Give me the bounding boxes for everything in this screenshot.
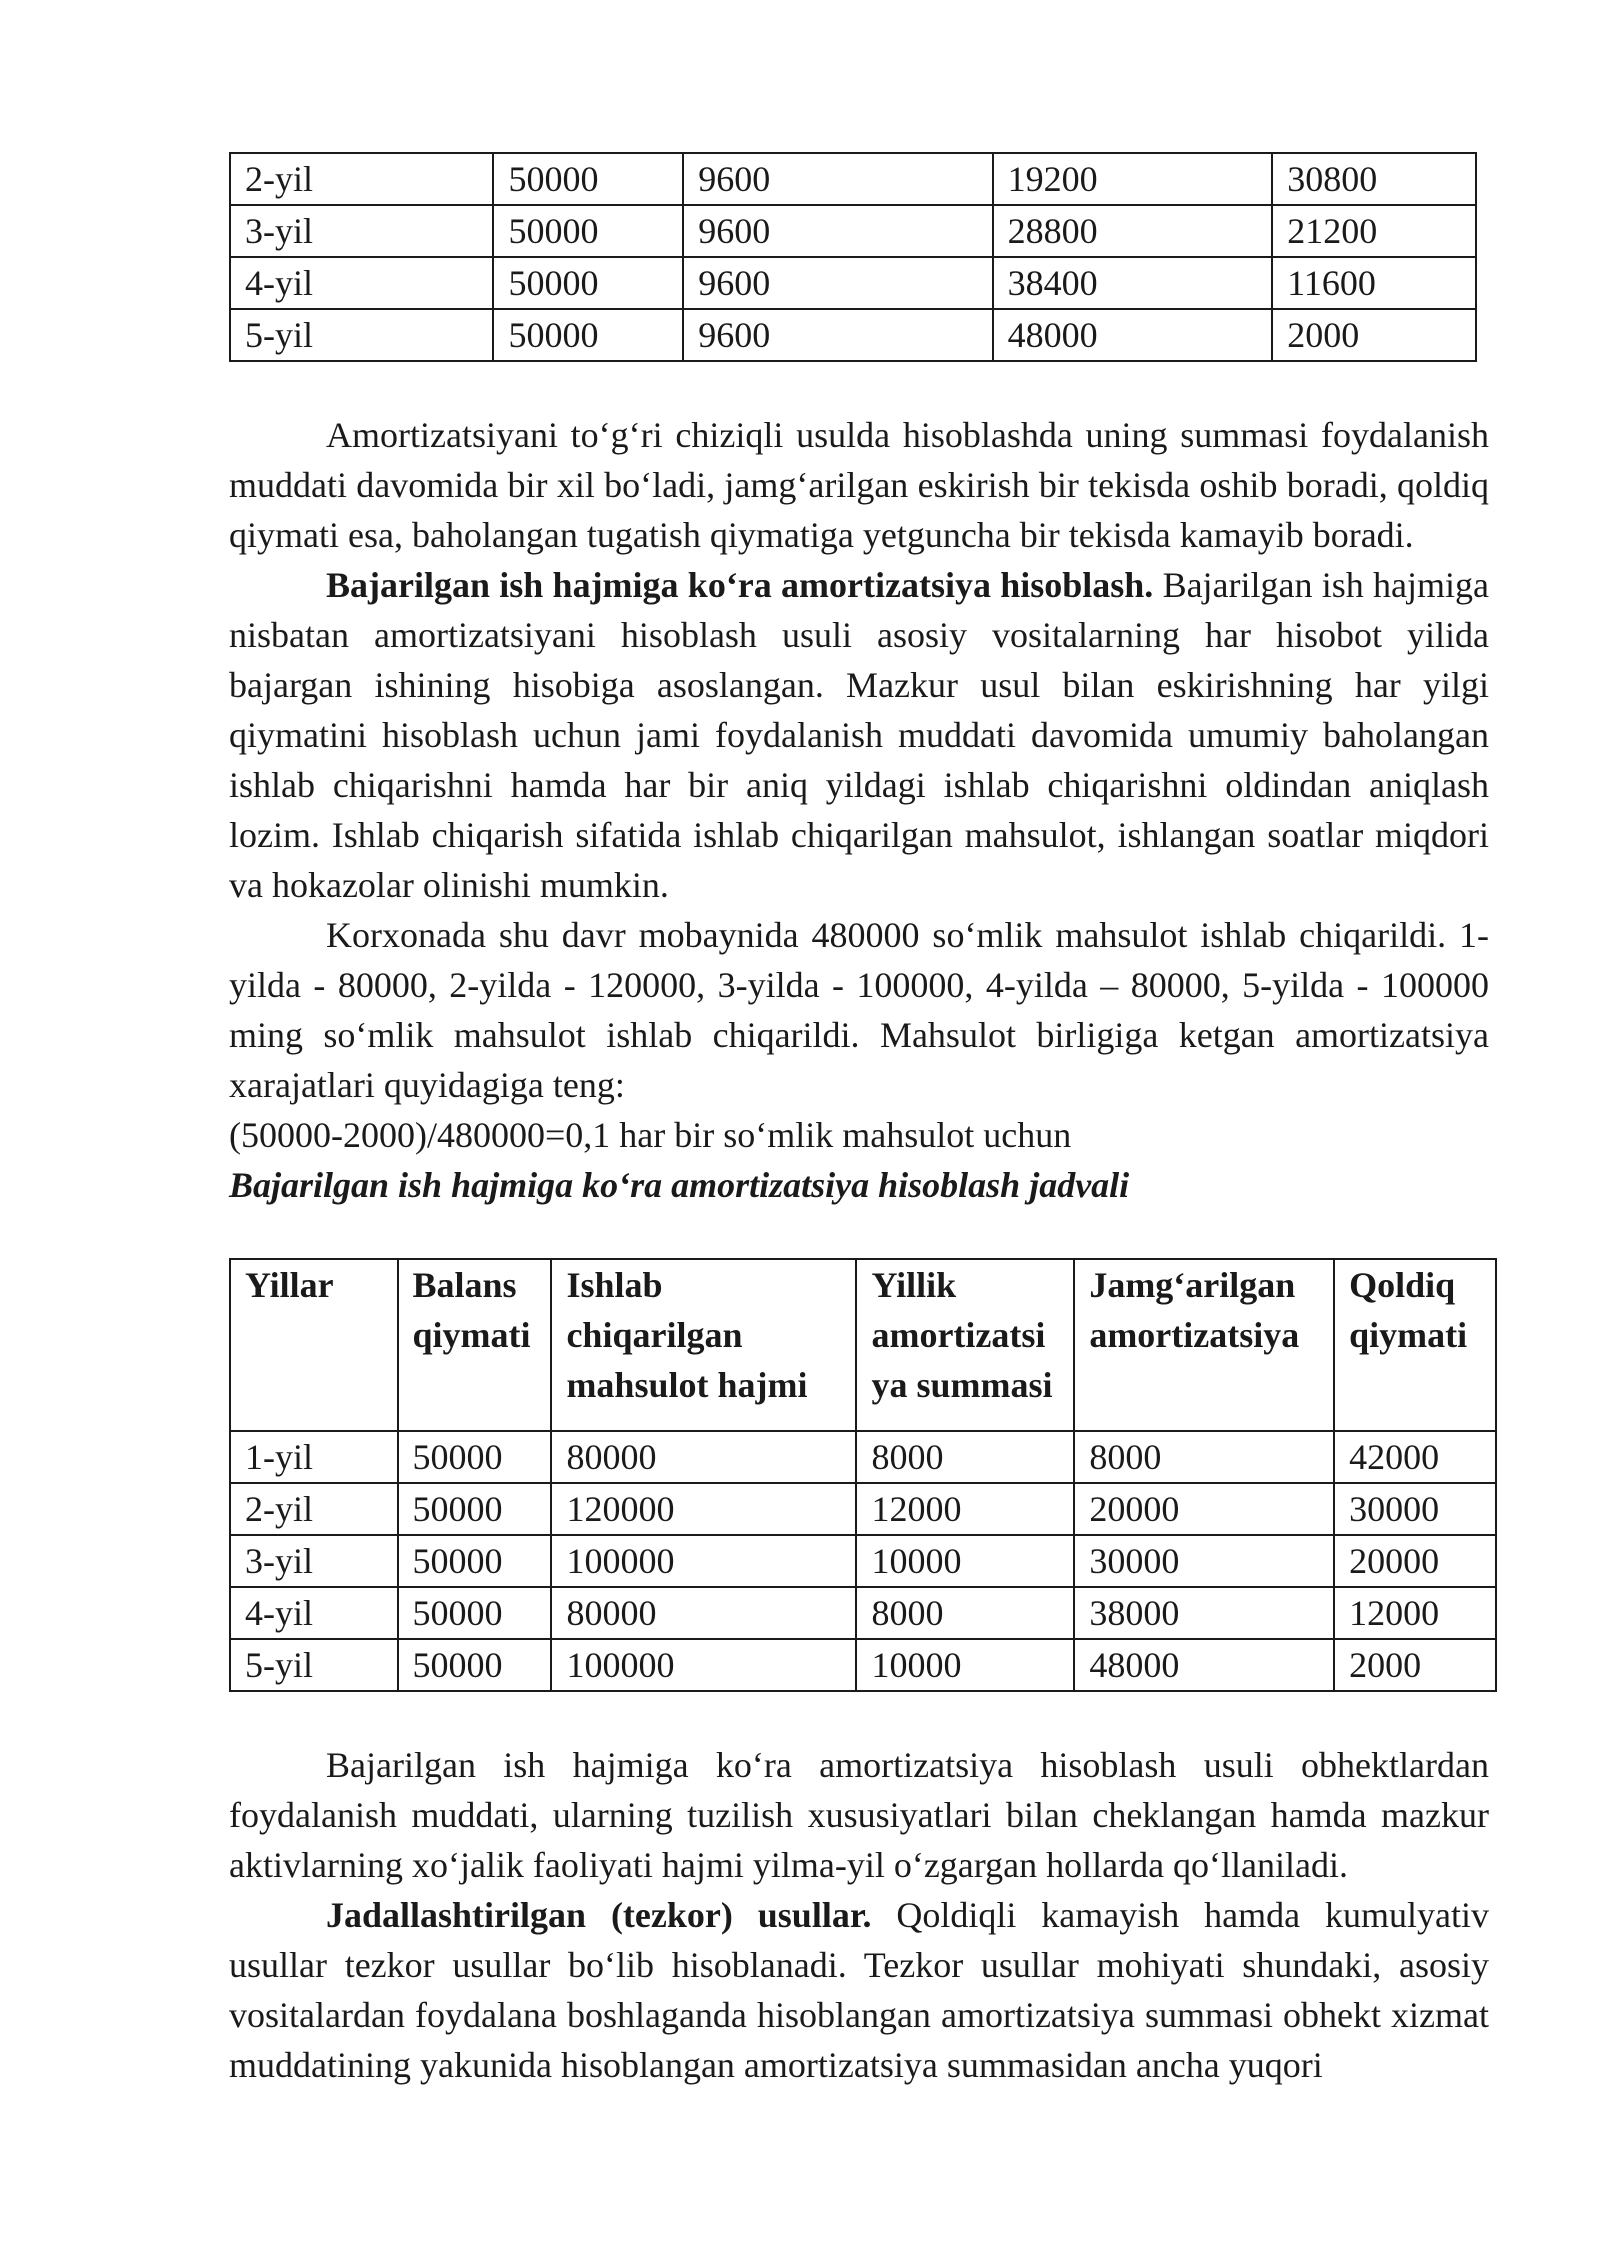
- column-header: Yillar: [230, 1259, 398, 1431]
- table-cell: 48000: [1074, 1639, 1334, 1691]
- table-cell: 10000: [856, 1639, 1074, 1691]
- table-cell: 30800: [1272, 153, 1476, 205]
- table-cell: 8000: [856, 1431, 1074, 1483]
- table-row: [230, 1639, 1496, 1691]
- paragraph-units-of-production: Bajarilgan ish hajmiga ko‘ra amortizatsiya hisoblash. Bajarilgan ish hajmiga nisbatan amortizatsiyani hisoblash usuli asosiy vositalarning har hisobot yilida bajargan ishining hisobiga asoslangan. Mazkur usul bilan eskirishning har yilgi qiymatini hisoblash uchun jami foydalanish muddati davomida umumiy baholangan ishlab chiqarishni hamda har bir aniq yildagi ishlab chiqarishni oldindan aniqlash lozim. Ishlab chiqarish sifatida ishlab chiqarilgan mahsulot, ishlangan soatlar miqdori va hokazolar olinishi mumkin.: [229, 565, 1489, 905]
- table-cell: 9600: [683, 309, 992, 361]
- text-block-1: [229, 410, 1489, 1210]
- table-cell: 5-yil: [230, 309, 493, 361]
- column-header: Balans qiymati: [398, 1259, 552, 1431]
- table-row: [230, 205, 1476, 257]
- table-row: [230, 309, 1476, 361]
- table-cell: 9600: [683, 257, 992, 309]
- table-cell: 8000: [1074, 1431, 1334, 1483]
- formula-line: (50000-2000)/480000=0,1 har bir so‘mlik mahsulot uchun: [229, 1115, 1072, 1155]
- column-header: Ishlab chiqarilgan mahsulot hajmi: [551, 1259, 856, 1431]
- table-cell: 9600: [683, 205, 992, 257]
- paragraph-example: Korxonada shu davr mobaynida 480000 so‘mlik mahsulot ishlab chiqarildi. 1-yilda - 80000, 2-yilda - 120000, 3-yilda - 100000, 4-yilda – 80000, 5-yilda - 100000 ming so‘mlik mahsulot ishlab chiqarildi. Mahsulot birligiga ketgan amortizatsiya xarajatlari quyidagiga teng:: [229, 915, 1489, 1105]
- table-row: [230, 1535, 1496, 1587]
- table-cell: 21200: [1272, 205, 1476, 257]
- units-of-production-table: [229, 1258, 1497, 1692]
- table-cell: 3-yil: [230, 205, 493, 257]
- table-cell: 50000: [493, 205, 683, 257]
- table-cell: 2-yil: [230, 153, 493, 205]
- table-cell: 80000: [551, 1587, 856, 1639]
- table-caption: Bajarilgan ish hajmiga ko‘ra amortizatsiya hisoblash jadvali: [229, 1165, 1130, 1205]
- table-cell: 50000: [398, 1483, 552, 1535]
- table-cell: 100000: [551, 1535, 856, 1587]
- table-cell: 2000: [1334, 1639, 1496, 1691]
- table-row: [230, 153, 1476, 205]
- table-row: [230, 257, 1476, 309]
- table-cell: 50000: [493, 309, 683, 361]
- table-cell: 12000: [856, 1483, 1074, 1535]
- table-row: [230, 1587, 1496, 1639]
- table-cell: 2000: [1272, 309, 1476, 361]
- table-cell: 50000: [493, 257, 683, 309]
- table-cell: 12000: [1334, 1587, 1496, 1639]
- table-cell: 5-yil: [230, 1639, 398, 1691]
- table-cell: 38400: [993, 257, 1273, 309]
- section-heading: Jadallashtirilgan (tezkor) usullar.: [326, 1895, 872, 1935]
- table-cell: 30000: [1334, 1483, 1496, 1535]
- table-cell: 48000: [993, 309, 1273, 361]
- table-cell: 10000: [856, 1535, 1074, 1587]
- table-cell: 38000: [1074, 1587, 1334, 1639]
- table-cell: 50000: [398, 1639, 552, 1691]
- table-cell: 8000: [856, 1587, 1074, 1639]
- section-heading: Bajarilgan ish hajmiga ko‘ra amortizatsiya hisoblash.: [326, 565, 1154, 605]
- table-cell: 80000: [551, 1431, 856, 1483]
- table-cell: 50000: [398, 1431, 552, 1483]
- table-cell: 28800: [993, 205, 1273, 257]
- table-cell: 9600: [683, 153, 992, 205]
- column-header: Jamg‘arilgan amortizatsiya: [1074, 1259, 1334, 1431]
- table-cell: 50000: [398, 1535, 552, 1587]
- paragraph-accelerated: Jadallashtirilgan (tezkor) usullar. Qoldiqli kamayish hamda kumulyativ usullar tezkor usullar bo‘lib hisoblanadi. Tezkor usullar mohiyati shundaki, asosiy vositalardan foydalana boshlaganda hisoblangan amortizatsiya summasi obhekt xizmat muddatining yakunida hisoblangan amortizatsiya summasidan ancha yuqori: [229, 1895, 1490, 2085]
- table-cell: 50000: [493, 153, 683, 205]
- table-cell: 42000: [1334, 1431, 1496, 1483]
- table-cell: 30000: [1074, 1535, 1334, 1587]
- straight-line-table: [229, 152, 1477, 362]
- paragraph-usage: Bajarilgan ish hajmiga ko‘ra amortizatsiya hisoblash usuli obhektlardan foydalanish muddati, ularning tuzilish xususiyatlari bilan cheklangan hamda mazkur aktivlarning xo‘jalik faoliyati hajmi yilma-yil o‘zgargan hollarda qo‘llaniladi.: [229, 1745, 1489, 1885]
- column-header: Yillik amortizatsi ya summasi: [856, 1259, 1074, 1431]
- paragraph-straight-line: Amortizatsiyani to‘g‘ri chiziqli usulda hisoblashda uning summasi foydalanish muddati davomida bir xil bo‘ladi, jamg‘arilgan eskirish bir tekisda oshib boradi, qoldiq qiymati esa, baholangan tugatish qiymatiga yetguncha bir tekisda kamayib boradi.: [229, 415, 1489, 555]
- table-cell: 3-yil: [230, 1535, 398, 1587]
- table-cell: 50000: [398, 1587, 552, 1639]
- table-row: [230, 1483, 1496, 1535]
- table-cell: 4-yil: [230, 1587, 398, 1639]
- table-cell: 20000: [1334, 1535, 1496, 1587]
- column-header: Qoldiq qiymati: [1334, 1259, 1496, 1431]
- table-cell: 120000: [551, 1483, 856, 1535]
- table-cell: 2-yil: [230, 1483, 398, 1535]
- table-cell: 19200: [993, 153, 1273, 205]
- table-row: [230, 1431, 1496, 1483]
- table-cell: 11600: [1272, 257, 1476, 309]
- table-cell: 4-yil: [230, 257, 493, 309]
- table-cell: 20000: [1074, 1483, 1334, 1535]
- table-cell: 1-yil: [230, 1431, 398, 1483]
- table-cell: 100000: [551, 1639, 856, 1691]
- text-block-2: [229, 1740, 1489, 2090]
